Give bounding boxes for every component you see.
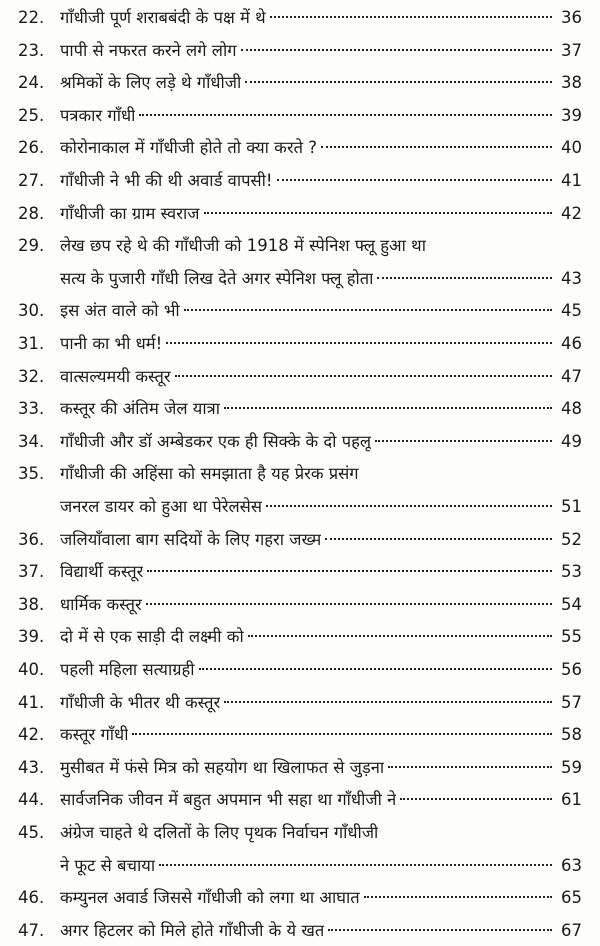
toc-entry-number: 42. [18, 725, 45, 745]
toc-entry-title-row [60, 264, 556, 294]
toc-entry-number: 38. [18, 594, 45, 614]
toc-entry-title: सत्य के पुजारी गाँधी लिख देते अगर स्पेनिश फ्लू होता [60, 268, 374, 288]
toc-entry-number: 36. [18, 529, 45, 549]
toc-entry-title: गाँधीजी की अहिंसा को समझाता है यह प्रेरक प्रसंग [60, 464, 359, 484]
dot-leader [277, 179, 552, 181]
toc-entry-line [0, 916, 600, 946]
toc-entry-page-number: 38 [561, 73, 582, 93]
toc-entry-title-row [60, 916, 556, 946]
toc-entry-page-number: 40 [561, 138, 582, 158]
toc-entry-title-row [60, 3, 556, 33]
toc-entry-line [0, 231, 600, 261]
toc-entry-title-row [60, 785, 556, 815]
toc-entry-title-row [60, 655, 556, 685]
toc-entry-title-row [60, 883, 556, 913]
toc-entry-page-number: 45 [561, 301, 582, 321]
dot-leader [241, 49, 552, 51]
toc-entry-title-row [60, 166, 556, 196]
toc-entry-number: 26. [18, 138, 45, 158]
toc-entry-page-number: 37 [561, 40, 582, 60]
toc-entry-title-row [60, 753, 556, 783]
dot-leader [325, 538, 552, 540]
dot-leader [400, 798, 552, 800]
toc-entry-title-row [60, 459, 582, 489]
toc-entry-line [0, 655, 600, 685]
toc-entry-page-number: 57 [561, 692, 582, 712]
toc-entry-line [0, 459, 600, 489]
toc-entry-line [0, 622, 600, 652]
toc-entry-number: 37. [18, 562, 45, 582]
toc-entry-number: 40. [18, 660, 45, 679]
dot-leader [321, 146, 552, 148]
toc-entry-title: दो में से एक साड़ी दी लक्ष्मी को [60, 627, 244, 647]
toc-entry-page-number: 61 [561, 790, 582, 810]
toc-entry-number: 29. [18, 236, 45, 256]
dot-leader [270, 16, 552, 18]
toc-entry-title-row [60, 688, 556, 718]
dot-leader [147, 570, 552, 572]
toc-entry-line [0, 264, 600, 294]
toc-entry-number: 28. [18, 203, 45, 223]
toc-entry-page-number: 48 [561, 399, 582, 419]
toc-entry-number: 27. [18, 171, 45, 190]
toc-entry-number: 33. [18, 399, 45, 419]
toc-entry-title: कस्तूर की अंतिम जेल यात्रा [60, 399, 220, 419]
toc-entry-title: कम्युनल अवार्ड जिससे गाँधीजी को लगा था आघात [60, 888, 360, 908]
toc-entry-title-row [60, 557, 556, 587]
toc-entry-page-number: 67 [561, 920, 582, 940]
toc-entry-title: अगर हिटलर को मिले होते गाँधीजी के ये खत [60, 920, 325, 940]
toc-entry-page-number: 59 [561, 757, 582, 777]
toc-entry-title: इस अंत वाले को भी [60, 301, 180, 321]
toc-entry-number: 45. [18, 823, 45, 842]
toc-entry-title: मुसीबत में फंसे मित्र को सहयोग था खिलाफत से जुड़ना [60, 757, 385, 777]
toc-entry-page-number: 47 [561, 366, 582, 386]
toc-entry-line [0, 427, 600, 457]
toc-entry-title-row [60, 851, 556, 881]
toc-entry-title-row [60, 394, 556, 424]
dot-leader [377, 277, 552, 279]
toc-entry-line [0, 818, 600, 848]
toc-entry-title: धार्मिक कस्तूर [60, 594, 142, 614]
toc-entry-title-row [60, 362, 556, 392]
toc-entry-line [0, 753, 600, 783]
toc-entry-line [0, 68, 600, 98]
toc-entry-page-number: 55 [561, 627, 582, 647]
toc-entry-line [0, 851, 600, 881]
toc-entry-title: विद्यार्थी कस्तूर [60, 562, 144, 582]
toc-entry-number: 35. [18, 464, 45, 484]
toc-entry-title: पापी से नफरत करने लगे लोग [60, 40, 237, 60]
dot-leader [175, 375, 552, 377]
toc-entry-page-number: 56 [561, 660, 582, 679]
toc-entry-page-number: 53 [561, 562, 582, 582]
toc-entry-page-number: 43 [561, 268, 582, 288]
toc-entry-line [0, 101, 600, 131]
toc-entry-title: जनरल डायर को हुआ था पेरेलसेस [60, 497, 262, 516]
toc-entry-line [0, 166, 600, 196]
toc-entry-number: 22. [18, 8, 45, 27]
toc-entry-title-row [60, 199, 556, 229]
dot-leader [204, 212, 553, 214]
toc-entry-page-number: 63 [561, 855, 582, 875]
dot-leader [328, 929, 552, 931]
dot-leader [184, 309, 552, 311]
toc-entry-number: 31. [18, 334, 45, 353]
toc-entry-line [0, 133, 600, 163]
toc-entry-line [0, 362, 600, 392]
dot-leader [245, 81, 552, 83]
toc-entry-number: 23. [18, 40, 45, 60]
toc-entry-title: अंग्रेज चाहते थे दलितों के लिए पृथक निर्वाचन गाँधीजी [60, 823, 379, 842]
toc-entry-title-row [60, 622, 556, 652]
toc-entry-number: 32. [18, 366, 45, 386]
toc-entry-title: लेख छप रहे थे की गाँधीजी को 1918 में स्पेनिश फ्लू हुआ था [60, 236, 426, 256]
toc-entry-title: वात्सल्यमयी कस्तूर [60, 366, 171, 386]
toc-entry-line [0, 36, 600, 66]
toc-entry-title: पानी का भी धर्म! [60, 334, 163, 353]
toc-entry-title-row [60, 68, 556, 98]
toc-entry-title-row [60, 36, 556, 66]
toc-entry-title-row [60, 492, 556, 522]
toc-entry-title: गाँधीजी और डॉ अम्बेडकर एक ही सिक्के के दो पहलू [60, 431, 372, 451]
toc-entry-line [0, 688, 600, 718]
toc-entry-page-number: 54 [561, 594, 582, 614]
toc-entry-line [0, 883, 600, 913]
toc-entry-title: गाँधीजी का ग्राम स्वराज [60, 203, 200, 223]
toc-entry-title: कस्तूर गाँधी [60, 725, 129, 745]
toc-entry-line [0, 329, 600, 359]
toc-entry-title-row [60, 720, 556, 750]
toc-entry-number: 46. [18, 888, 45, 908]
toc-entry-number: 44. [18, 790, 45, 810]
toc-entry-title-row [60, 590, 556, 620]
dot-leader [248, 635, 552, 637]
dot-leader [388, 766, 552, 768]
toc-entry-page-number: 51 [561, 497, 582, 516]
toc-entry-title-row [60, 818, 582, 848]
dot-leader [159, 864, 552, 866]
toc-entry-title-row [60, 329, 556, 359]
toc-entry-page-number: 65 [561, 888, 582, 908]
toc-entry-page-number: 49 [561, 431, 582, 451]
toc-entry-line [0, 590, 600, 620]
toc-entry-title-row [60, 231, 582, 261]
toc-entry-title: पत्रकार गाँधी [60, 105, 136, 125]
toc-entry-page-number: 36 [561, 8, 582, 27]
toc-entry-title: गाँधीजी ने भी की थी अवार्ड वापसी! [60, 171, 273, 190]
toc-entry-title-row [60, 296, 556, 326]
toc-entry-number: 39. [18, 627, 45, 647]
toc-entry-line [0, 525, 600, 555]
toc-entry-line [0, 557, 600, 587]
toc-entry-number: 47. [18, 920, 45, 940]
toc-entry-line [0, 199, 600, 229]
toc-entry-page-number: 41 [561, 171, 582, 190]
dot-leader [375, 440, 552, 442]
toc-entry-number: 34. [18, 431, 45, 451]
toc-entry-title: गाँधीजी के भीतर थी कस्तूर [60, 692, 221, 712]
toc-entry-page-number: 42 [561, 203, 582, 223]
toc-entry-page-number: 46 [561, 334, 582, 353]
toc-entry-line [0, 492, 600, 522]
toc-entry-title: श्रमिकों के लिए लड़े थे गाँधीजी [60, 73, 242, 93]
dot-leader [132, 733, 552, 735]
toc-entry-line [0, 3, 600, 33]
toc-entry-title: ने फूट से बचाया [60, 855, 156, 875]
toc-entry-line [0, 296, 600, 326]
dot-leader [224, 407, 552, 409]
dot-leader [224, 701, 552, 703]
dot-leader [364, 896, 552, 898]
dot-leader [146, 603, 552, 605]
toc-entry-number: 43. [18, 757, 45, 777]
toc-entry-line [0, 394, 600, 424]
toc-entry-title-row [60, 101, 556, 131]
toc-entry-page-number: 58 [561, 725, 582, 745]
toc-entry-title: पहली महिला सत्याग्रही [60, 660, 195, 679]
toc-entry-line [0, 785, 600, 815]
dot-leader [199, 668, 552, 670]
dot-leader [166, 342, 552, 344]
toc-entry-number: 25. [18, 105, 45, 125]
toc-entry-title-row [60, 427, 556, 457]
toc-entry-page-number: 39 [561, 105, 582, 125]
toc-entry-title: जलियाँवाला बाग सदियों के लिए गहरा जख्म [60, 529, 322, 549]
toc-entry-number: 41. [18, 692, 45, 712]
toc-entry-title: कोरोनाकाल में गाँधीजी होते तो क्या करते ? [60, 138, 317, 158]
toc-entry-number: 24. [18, 73, 45, 93]
toc-entry-title: गाँधीजी पूर्ण शराबबंदी के पक्ष में थे [60, 8, 266, 27]
dot-leader [266, 505, 552, 507]
toc-entry-title-row [60, 133, 556, 163]
toc-entry-line [0, 720, 600, 750]
dot-leader [139, 114, 552, 116]
toc-entry-title: सार्वजनिक जीवन में बहुत अपमान भी सहा था गाँधीजी ने [60, 790, 397, 810]
toc-entry-title-row [60, 525, 556, 555]
toc-entry-number: 30. [18, 301, 45, 321]
toc-entry-page-number: 52 [561, 529, 582, 549]
